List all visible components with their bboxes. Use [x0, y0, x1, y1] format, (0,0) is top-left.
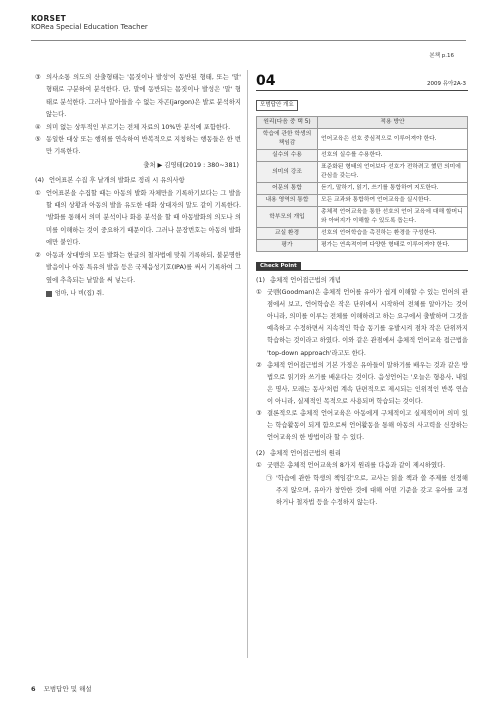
- answer-outline-tag: 모범답안 개요: [256, 100, 298, 111]
- table-row: [257, 162, 468, 183]
- method-cell: 듣기, 말하기, 읽기, 쓰기를 통합하여 지도한다.: [318, 183, 468, 195]
- principle-cell: 학습에 관한 학생의 책임감: [257, 129, 318, 150]
- footer: [31, 684, 92, 693]
- list-item: ⑤ 동일한 대상 또는 행위를 연속하여 반복적으로 지칭하는 행동들은 한 번만 기록한다.: [35, 136, 241, 156]
- principle-cell: 학부모의 개입: [257, 207, 318, 228]
- list-item: ① 언어표본을 수집할 때는 아동의 발화 자체만을 기록하기보다는 그 발을 할 때의 상황과 아동의 발을 유도한 대화 상대자의 말도 같이 기록한다. '발화를 통해서 의미 분석이나 화용 분석을 할 때 아동발화의 의도나 의미를 이해하는 것이 중요하기 때문이다. 그러나 문장번호는 아동의 발화에만 붙인다.: [35, 189, 241, 247]
- page-number: 6: [31, 685, 36, 693]
- column-header: 원리(다음 중 택 5): [257, 117, 318, 129]
- table-row: [257, 207, 468, 228]
- citation: 출처 ▶ 김영태(2019 : 380~381): [143, 161, 239, 169]
- footer-label: 모범답안 및 해설: [43, 685, 92, 693]
- method-cell: 모든 교과와 통합하여 언어교육을 실시한다.: [318, 195, 468, 207]
- list-item: ② 아동과 상대방의 모든 발화는 한글의 철자법에 맞춰 기록하되, 불분명한 발음이나 아동 특유의 발음 등은 국제음성기호(IPA)를 써서 기록하여 그 옆에 추측되는 낱말을 써 넣는다.: [35, 251, 241, 284]
- table-row: [257, 240, 468, 252]
- checkpoint-label: Check Point: [256, 262, 301, 271]
- principle-cell: 실수의 수용: [257, 150, 318, 162]
- brand-tagline: KORea Special Education Teacher: [31, 23, 148, 31]
- table-row: [257, 195, 468, 207]
- column-divider: [247, 70, 248, 658]
- principle-cell: 평가: [257, 240, 318, 252]
- method-cell: 평가는 연속적이며 다양한 형태로 이루어져야 한다.: [318, 240, 468, 252]
- square-bullet-icon: [46, 291, 52, 297]
- method-cell: 선호의 언어학습을 촉진하는 환경을 구성한다.: [318, 228, 468, 240]
- method-cell: 언어교육은 선호 중심적으로 이루어져야 한다.: [318, 129, 468, 150]
- principle-cell: 어문의 통합: [257, 183, 318, 195]
- list-item: ① 굿맨은 총체적 언어교육의 8가지 원리를 다음과 같이 제시하였다.: [256, 462, 446, 470]
- right-column: [256, 72, 468, 509]
- principle-cell: 내용 영역의 통합: [257, 195, 318, 207]
- list-item: ① 굿맨(Goodman)은 총체적 언어를 유아가 쉽게 이해할 수 있는 언어의 관점에서 보고, 언어학습은 작은 단위에서 시작하여 전체를 알아가는 것이 아니라, 의미를 이루는 전체를 이해하려고 하는 요구에서 출발하며 그것을 예측하고 수정하면서 지속적인 학습 동기를 유발시켜 점차 작은 단위까지 학습하는 것이라고 하였다. 이와 같은 관점에서 총체적 언어교육 접근법을 'top-down approach'라고도 한다.: [256, 289, 468, 357]
- method-cell: 총체적 언어교육을 통한 선호의 언어 교육에 대해 할머니와 아버지가 이해할 수 있도록 돕는다.: [318, 207, 468, 228]
- table-row: [257, 183, 468, 195]
- table-row: [257, 150, 468, 162]
- question-header: [256, 72, 468, 91]
- table-row: [257, 129, 468, 150]
- table-row: [257, 228, 468, 240]
- list-item: ④ 의미 없는 상투적인 부르기는 전체 자료의 10%만 분석에 포함한다.: [35, 123, 231, 131]
- example-note: 엄마, 나 비(집) 줘.: [35, 288, 241, 300]
- question-source: 2009 유아2A-3: [427, 81, 466, 87]
- list-item: ③ 의사소통 의도의 산출형태는 '몸짓이나 발성'이 동반된 형태, 또는 '말' 형태로 구분하여 분석한다. 단, 말에 동반되는 몸짓이나 발성은 '말' 형태로 분석한다. 그러나 말아들을 수 없는 자곤(jargon)은 발로 분석하지 않는다.: [35, 74, 241, 119]
- section-heading: (1) 총체적 언어접근법의 개념: [256, 277, 341, 284]
- principle-cell: 교실 환경: [257, 228, 318, 240]
- list-item: ② 총체적 언어접근법의 기본 가정은 유아들이 말하기를 배우는 것과 같은 방법으로 읽기와 쓰기를 배운다는 것이다. 음성언어는 '오늘은 형용사, 내일은 명사, 모레는 동사'처럼 계속 단편적으로 제시되는 인위적인 반복 연습이 아니라, 실제적인 목적으로 사용되며 학습되는 것이다.: [256, 361, 468, 405]
- checkpoint-bar: [256, 252, 468, 271]
- page-reference: 본책 p.16: [429, 53, 454, 59]
- column-header: 적용 방안: [318, 117, 468, 129]
- section-heading: (2) 총체적 언어접근법의 원리: [256, 450, 341, 458]
- checkpoint-body: [256, 275, 468, 509]
- sub-list-item: ㉠ '학습에 관한 학생의 책임감'으로, 교사는 읽을 책과 쓸 주제를 선정해 주지 않으며, 유아가 창안한 것에 대해 어떤 기준을 갖고 유아를 교정하거나 철자법 등을 수정하지 않는다.: [266, 474, 468, 506]
- section-heading: (4) 언어표본 수집 후 낱개의 발화로 정리 시 유의사항: [35, 177, 185, 185]
- method-cell: 선호의 실수를 수용한다.: [318, 150, 468, 162]
- header-rule: [31, 40, 466, 41]
- table-header-row: [257, 117, 468, 129]
- list-item: ③ 결론적으로 총체적 언어교육은 아동에게 구체적이고 실제적이며 의미 있는 학습활동이 되게 함으로써 언어활동을 통해 아동의 사고력을 신장하는 언어교육의 한 방법이라 할 수 있다.: [256, 410, 468, 442]
- header: [31, 14, 148, 32]
- method-cell: 표준화된 형태의 언어보다 선호가 전하려고 했던 의미에 관심을 갖는다.: [318, 162, 468, 183]
- question-number: 04: [256, 73, 276, 89]
- principle-cell: 의미의 강조: [257, 162, 318, 183]
- left-column: [35, 72, 241, 300]
- answer-table: [256, 116, 468, 252]
- brand-name: KORSET: [31, 14, 67, 23]
- checkpoint-rule: [256, 270, 468, 271]
